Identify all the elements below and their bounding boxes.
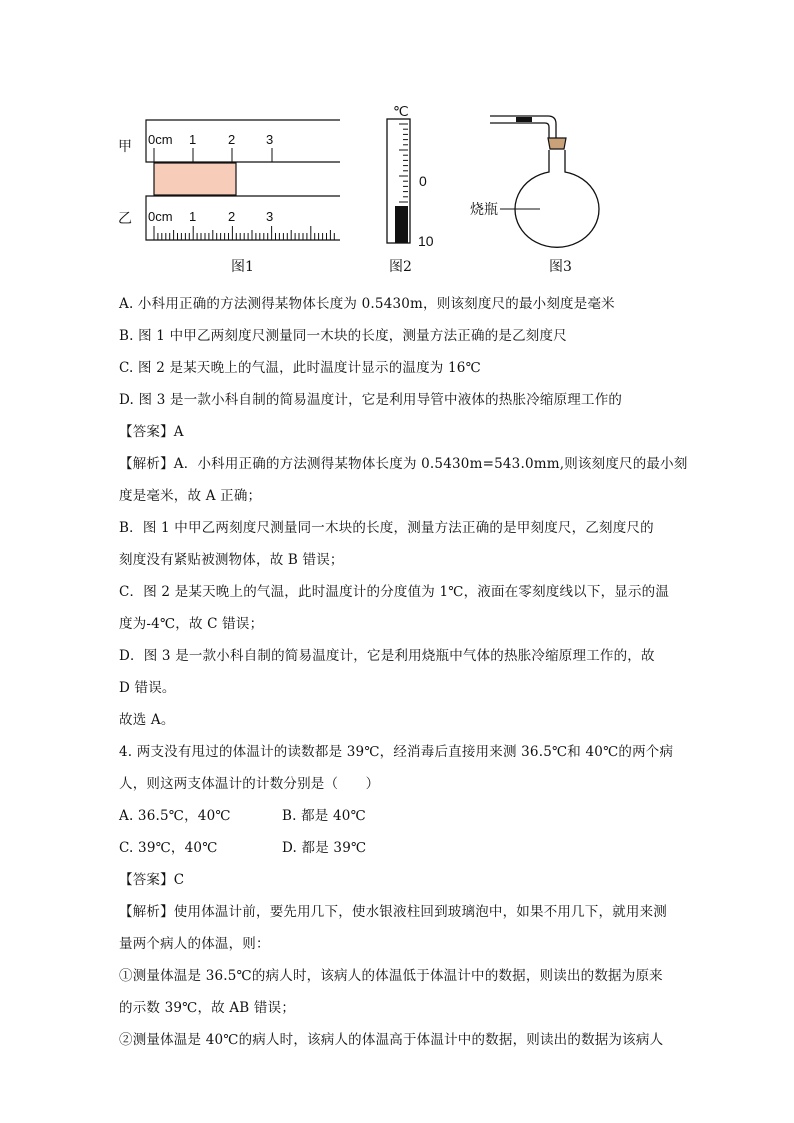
q4-option-d: D. 都是 39℃ xyxy=(282,840,367,856)
conclusion-3: 故选 A。 xyxy=(119,712,175,728)
thermometer-liquid-column xyxy=(395,206,408,243)
liquid-plug xyxy=(516,117,532,122)
analysis-3-line-7: D．图 3 是一款小科自制的简易温度计，它是利用烧瓶中气体的热胀冷缩原理工作的，故 xyxy=(119,648,655,664)
flask-body xyxy=(515,150,599,247)
figure-1-rulers xyxy=(118,120,340,275)
q4-option-b: B. 都是 40℃ xyxy=(282,808,366,824)
figure-2-caption: 图2 xyxy=(389,259,412,275)
analysis-3-line-5: C．图 2 是某天晚上的气温，此时温度计的分度值为 1℃，液面在零刻度线以下，显示的温 xyxy=(119,584,670,600)
figure-3-caption: 图3 xyxy=(549,259,572,275)
option-a: A. 小科用正确的方法测得某物体长度为 0.5430m，则该刻度尺的最小刻度是毫米 xyxy=(119,296,615,312)
flask-label: 烧瓶 xyxy=(470,202,498,218)
thermometer-unit-label: ℃ xyxy=(393,103,409,119)
analysis-3-line-1: 【解析】A．小科用正确的方法测得某物体长度为 0.5430m=543.0mm,则该刻度尺的最小刻 xyxy=(119,456,688,472)
analysis-4-line-2: 量两个病人的体温，则： xyxy=(119,936,270,952)
thermometer-label-zero: 0 xyxy=(419,173,427,189)
option-c: C. 图 2 是某天晚上的气温，此时温度计显示的温度为 16℃ xyxy=(119,360,481,376)
analysis-4-line-4: 的示数 39℃，故 AB 错误； xyxy=(119,1000,296,1016)
thermometer-label-ten: 10 xyxy=(418,233,434,249)
ruler-top-tick-1: 1 xyxy=(189,132,197,147)
option-b: B. 图 1 中甲乙两刻度尺测量同一木块的长度，测量方法正确的是乙刻度尺 xyxy=(119,328,567,344)
ruler-bottom-side-label: 乙 xyxy=(118,211,132,227)
ruler-top-tick-0: 0cm xyxy=(148,132,173,147)
q4-option-a: A. 36.5℃，40℃ xyxy=(119,808,231,824)
figures-panel xyxy=(0,0,794,290)
ruler-bottom-tick-1: 1 xyxy=(189,209,197,224)
stopper xyxy=(548,138,566,149)
analysis-3-line-6: 度为-4℃，故 C 错误； xyxy=(119,616,264,632)
analysis-4-line-5: ②测量体温是 40℃的病人时，该病人的体温高于体温计中的数据，则读出的数据为该病人 xyxy=(119,1032,664,1048)
question-4-line-2: 人，则这两支体温计的计数分别是（ ） xyxy=(119,776,380,792)
ruler-top-side-label: 甲 xyxy=(118,139,132,155)
answer-4: 【答案】C xyxy=(119,872,185,888)
ruler-bottom-tick-3: 3 xyxy=(266,209,274,224)
option-d: D. 图 3 是一款小科自制的简易温度计，它是利用导管中液体的热胀冷缩原理工作的 xyxy=(119,392,623,408)
wooden-block xyxy=(154,163,236,195)
ruler-bottom xyxy=(146,196,340,240)
answer-3: 【答案】A xyxy=(119,424,184,440)
analysis-4-line-3: ①测量体温是 36.5℃的病人时，该病人的体温低于体温计中的数据，则读出的数据为原来 xyxy=(119,968,663,984)
figure-1-caption: 图1 xyxy=(231,259,254,275)
q4-option-c: C. 39℃，40℃ xyxy=(119,840,218,856)
figure-2-thermometer xyxy=(387,103,434,275)
analysis-3-line-2: 度是毫米，故 A 正确； xyxy=(119,488,262,504)
ruler-top-tick-3: 3 xyxy=(266,132,274,147)
ruler-bottom-tick-0: 0cm xyxy=(148,209,173,224)
analysis-3-line-8: D 错误。 xyxy=(119,680,176,696)
ruler-top-tick-marks xyxy=(154,148,272,162)
figure-3-flask xyxy=(470,116,599,275)
ruler-top xyxy=(146,120,340,162)
ruler-top-tick-2: 2 xyxy=(228,132,236,147)
analysis-4-line-1: 【解析】使用体温计前，要先用几下，使水银液柱回到玻璃泡中，如果不用几下，就用来测 xyxy=(119,904,667,920)
analysis-3-line-3: B．图 1 中甲乙两刻度尺测量同一木块的长度，测量方法正确的是甲刻度尺，乙刻度尺的 xyxy=(119,520,654,536)
ruler-bottom-tick-2: 2 xyxy=(228,209,236,224)
analysis-3-line-4: 刻度没有紧贴被测物体，故 B 错误； xyxy=(119,552,344,568)
question-4-line-1: 4. 两支没有甩过的体温计的读数都是 39℃，经消毒后直接用来测 36.5℃和 40℃的两个病 xyxy=(119,744,674,760)
ruler-bottom-tick-marks xyxy=(154,226,334,240)
